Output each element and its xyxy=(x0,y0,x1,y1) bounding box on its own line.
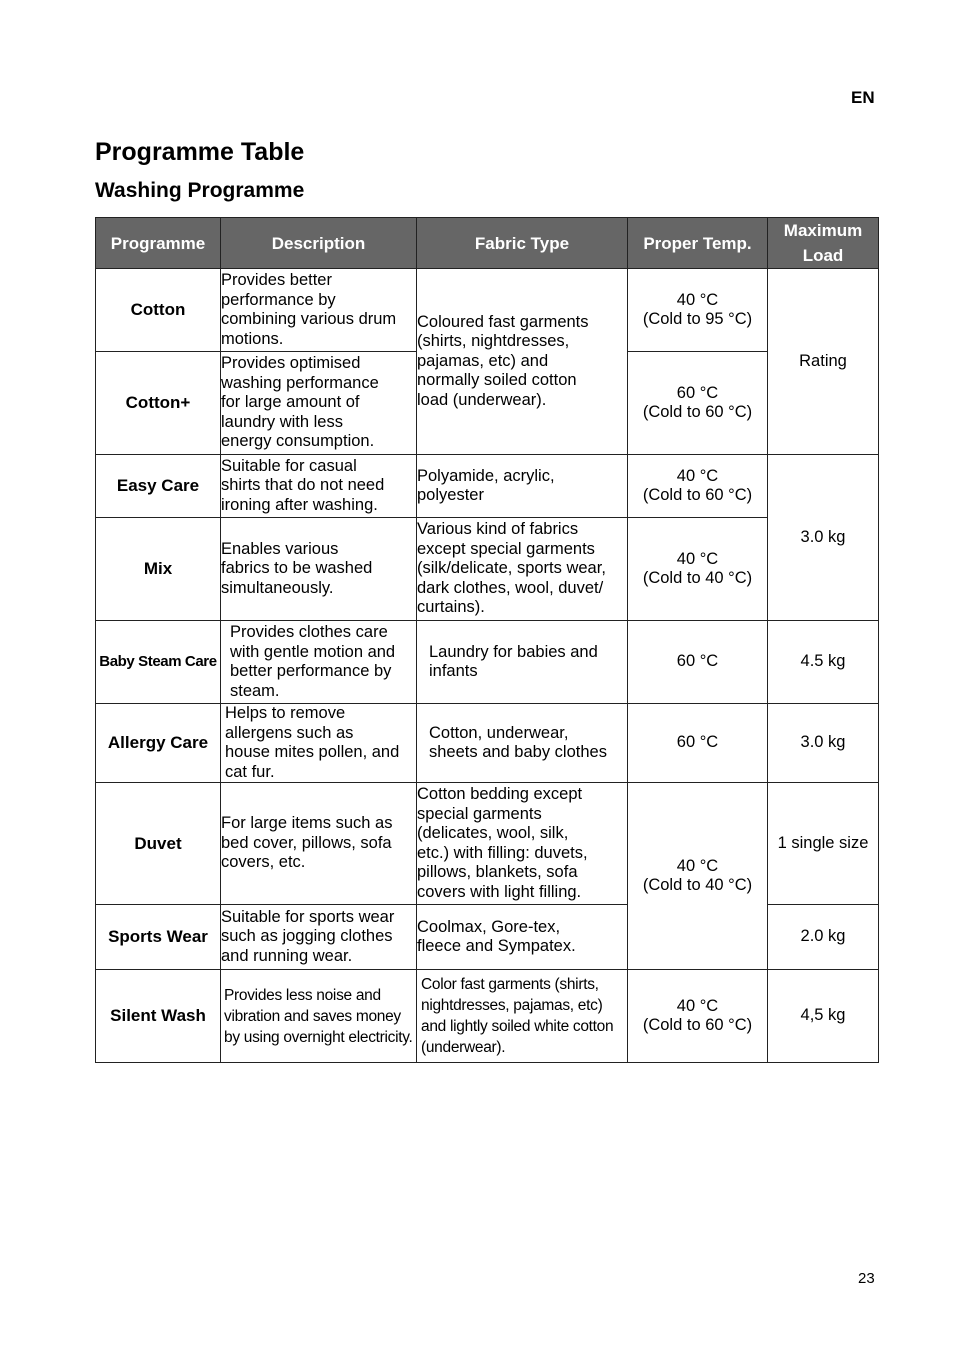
fabric-type: Laundry for babies and infants xyxy=(417,621,628,704)
column-header-fabric-type: Fabric Type xyxy=(417,218,628,269)
proper-temp: 60 °C xyxy=(628,621,768,704)
proper-temp: 60 °C xyxy=(628,704,768,783)
fabric-type: Coolmax, Gore-tex, fleece and Sympatex. xyxy=(417,905,628,970)
programme-name: Silent Wash xyxy=(96,970,221,1063)
column-header-temp: Proper Temp. xyxy=(628,218,768,269)
programme-description: Provides clothes care with gentle motion and better performance by steam. xyxy=(221,621,417,704)
max-load: Rating xyxy=(768,269,879,455)
column-header-max-load: Maximum Load xyxy=(768,218,879,269)
programme-name: Mix xyxy=(96,518,221,621)
page-title: Programme Table xyxy=(95,138,305,166)
programme-name: Cotton+ xyxy=(96,352,221,455)
table-header-row xyxy=(96,218,879,269)
section-title: Washing Programme xyxy=(95,179,305,202)
programme-description: Enables various fabrics to be washed simultaneously. xyxy=(221,518,417,621)
max-load: 2.0 kg xyxy=(768,905,879,970)
programme-description: Suitable for casual shirts that do not need ironing after washing. xyxy=(221,455,417,518)
proper-temp: 40 °C (Cold to 40 °C) xyxy=(628,518,768,621)
programme-description: Helps to remove allergens such as house mites pollen, and cat fur. xyxy=(221,704,417,783)
proper-temp: 40 °C (Cold to 40 °C) xyxy=(628,783,768,970)
programme-name: Baby Steam Care xyxy=(96,621,221,704)
column-header-description: Description xyxy=(221,218,417,269)
programme-description: Provides better performance by combining various drum motions. xyxy=(221,269,417,352)
max-load: 3.0 kg xyxy=(768,704,879,783)
programme-name: Allergy Care xyxy=(96,704,221,783)
max-load: 1 single size xyxy=(768,783,879,905)
proper-temp: 40 °C (Cold to 95 °C) xyxy=(628,269,768,352)
max-load: 4,5 kg xyxy=(768,970,879,1063)
programme-description: Suitable for sports wear such as jogging clothes and running wear. xyxy=(221,905,417,970)
table-row xyxy=(96,783,879,905)
fabric-type: Coloured fast garments (shirts, nightdresses, pajamas, etc) and normally soiled cotton load (underwear). xyxy=(417,269,628,455)
programme-name: Sports Wear xyxy=(96,905,221,970)
proper-temp: 40 °C (Cold to 60 °C) xyxy=(628,970,768,1063)
proper-temp: 40 °C (Cold to 60 °C) xyxy=(628,455,768,518)
table-row xyxy=(96,621,879,704)
fabric-type: Cotton bedding except special garments (delicates, wool, silk, etc.) with filling: duvets, pillows, blankets, sofa covers with light filling. xyxy=(417,783,628,905)
programme-name: Duvet xyxy=(96,783,221,905)
programme-description: Provides optimised washing performance for large amount of laundry with less energy consumption. xyxy=(221,352,417,455)
programme-description: For large items such as bed cover, pillows, sofa covers, etc. xyxy=(221,783,417,905)
page-number: 23 xyxy=(858,1270,875,1287)
max-load: 4.5 kg xyxy=(768,621,879,704)
fabric-type: Cotton, underwear, sheets and baby clothes xyxy=(417,704,628,783)
fabric-type: Various kind of fabrics except special garments (silk/delicate, sports wear, dark clothes, wool, duvet/ curtains). xyxy=(417,518,628,621)
programme-name: Easy Care xyxy=(96,455,221,518)
proper-temp: 60 °C (Cold to 60 °C) xyxy=(628,352,768,455)
table-row xyxy=(96,970,879,1063)
programme-table xyxy=(95,217,879,1063)
max-load: 3.0 kg xyxy=(768,455,879,621)
table-row xyxy=(96,269,879,352)
table-row xyxy=(96,704,879,783)
programme-name: Cotton xyxy=(96,269,221,352)
programme-description: Provides less noise and vibration and saves money by using overnight electricity. xyxy=(221,970,417,1063)
table-row xyxy=(96,518,879,621)
column-header-programme: Programme xyxy=(96,218,221,269)
language-code: EN xyxy=(851,88,875,107)
table-row xyxy=(96,455,879,518)
fabric-type: Polyamide, acrylic, polyester xyxy=(417,455,628,518)
fabric-type: Color fast garments (shirts, nightdresses, pajamas, etc) and lightly soiled white cotton (underwear). xyxy=(417,970,628,1063)
